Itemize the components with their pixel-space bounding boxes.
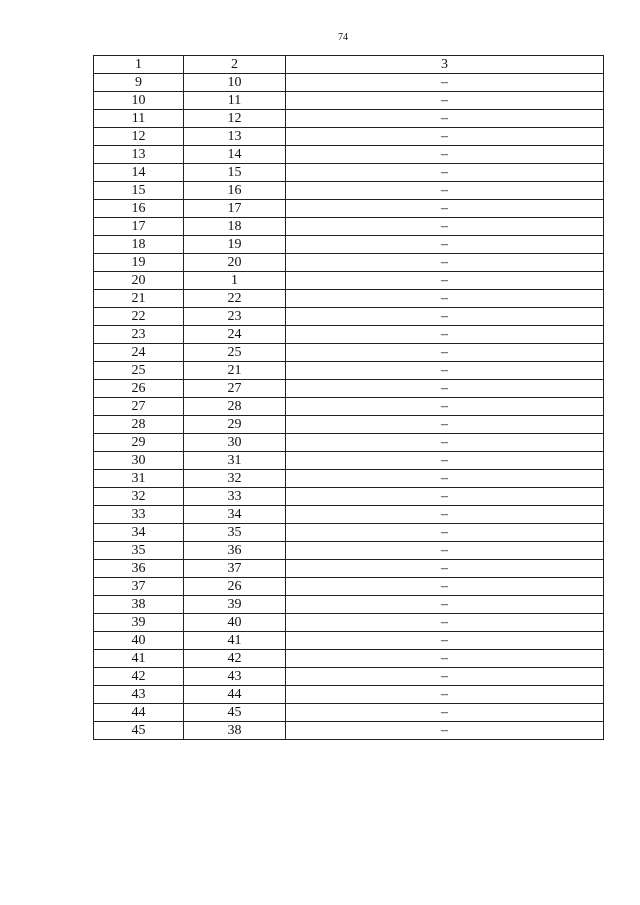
table-cell-col-1: 29	[94, 434, 184, 452]
data-table	[93, 55, 604, 740]
header-row	[94, 56, 604, 74]
table-row	[94, 398, 604, 416]
table-row	[94, 254, 604, 272]
table-row	[94, 452, 604, 470]
table-cell-col-3: –	[286, 434, 604, 452]
table-cell-col-3: –	[286, 470, 604, 488]
table-cell-col-3: –	[286, 92, 604, 110]
table-cell-col-2: 1	[184, 272, 286, 290]
page-number: 74	[338, 32, 348, 43]
table-cell-col-2: 27	[184, 380, 286, 398]
table-cell-col-2: 37	[184, 560, 286, 578]
table-row	[94, 632, 604, 650]
table-cell-col-3: –	[286, 272, 604, 290]
table-cell-col-3: –	[286, 398, 604, 416]
table-cell-col-3: –	[286, 344, 604, 362]
table-row	[94, 110, 604, 128]
table-cell-col-2: 33	[184, 488, 286, 506]
table-row	[94, 92, 604, 110]
column-header-3: 3	[286, 56, 604, 74]
table-cell-col-3: –	[286, 686, 604, 704]
table-cell-col-2: 19	[184, 236, 286, 254]
table-cell-col-2: 20	[184, 254, 286, 272]
table-cell-col-1: 14	[94, 164, 184, 182]
table-row	[94, 200, 604, 218]
table-cell-col-2: 41	[184, 632, 286, 650]
table-row	[94, 470, 604, 488]
table-row	[94, 686, 604, 704]
table-cell-col-1: 25	[94, 362, 184, 380]
table-row	[94, 560, 604, 578]
table-cell-col-3: –	[286, 362, 604, 380]
table-cell-col-3: –	[286, 110, 604, 128]
table-cell-col-1: 23	[94, 326, 184, 344]
table-cell-col-2: 35	[184, 524, 286, 542]
table-row	[94, 128, 604, 146]
table-cell-col-3: –	[286, 236, 604, 254]
table-cell-col-2: 39	[184, 596, 286, 614]
table-cell-col-3: –	[286, 668, 604, 686]
table-cell-col-2: 18	[184, 218, 286, 236]
table-cell-col-2: 12	[184, 110, 286, 128]
table-cell-col-2: 17	[184, 200, 286, 218]
table-cell-col-3: –	[286, 128, 604, 146]
table-row	[94, 236, 604, 254]
table-cell-col-1: 27	[94, 398, 184, 416]
table-cell-col-2: 31	[184, 452, 286, 470]
table-cell-col-1: 9	[94, 74, 184, 92]
table-row	[94, 146, 604, 164]
table-cell-col-1: 41	[94, 650, 184, 668]
table-cell-col-1: 28	[94, 416, 184, 434]
table-cell-col-1: 13	[94, 146, 184, 164]
table-cell-col-2: 23	[184, 308, 286, 326]
table-cell-col-3: –	[286, 164, 604, 182]
table-cell-col-1: 31	[94, 470, 184, 488]
table-cell-col-1: 35	[94, 542, 184, 560]
table-row	[94, 488, 604, 506]
table-row	[94, 218, 604, 236]
table-cell-col-2: 34	[184, 506, 286, 524]
table-cell-col-1: 36	[94, 560, 184, 578]
table-cell-col-2: 13	[184, 128, 286, 146]
table-cell-col-1: 20	[94, 272, 184, 290]
table-cell-col-2: 42	[184, 650, 286, 668]
table-cell-col-1: 22	[94, 308, 184, 326]
table-row	[94, 290, 604, 308]
table-cell-col-2: 10	[184, 74, 286, 92]
table-cell-col-1: 45	[94, 722, 184, 740]
table-cell-col-1: 10	[94, 92, 184, 110]
table-cell-col-2: 38	[184, 722, 286, 740]
table-row	[94, 416, 604, 434]
table-cell-col-1: 30	[94, 452, 184, 470]
table-row	[94, 74, 604, 92]
table-cell-col-2: 30	[184, 434, 286, 452]
table-row	[94, 434, 604, 452]
table-cell-col-3: –	[286, 326, 604, 344]
table-cell-col-1: 17	[94, 218, 184, 236]
table-cell-col-2: 16	[184, 182, 286, 200]
table-cell-col-1: 19	[94, 254, 184, 272]
table-row	[94, 326, 604, 344]
table-cell-col-1: 39	[94, 614, 184, 632]
table-cell-col-1: 42	[94, 668, 184, 686]
table-cell-col-1: 37	[94, 578, 184, 596]
table-cell-col-2: 29	[184, 416, 286, 434]
table-cell-col-3: –	[286, 74, 604, 92]
table-cell-col-3: –	[286, 506, 604, 524]
table-body	[94, 74, 604, 740]
table-cell-col-2: 44	[184, 686, 286, 704]
table-cell-col-3: –	[286, 578, 604, 596]
table-cell-col-3: –	[286, 290, 604, 308]
table-cell-col-3: –	[286, 488, 604, 506]
table-cell-col-3: –	[286, 722, 604, 740]
table-cell-col-3: –	[286, 218, 604, 236]
table-row	[94, 542, 604, 560]
table-cell-col-3: –	[286, 614, 604, 632]
table-cell-col-2: 36	[184, 542, 286, 560]
table-cell-col-1: 24	[94, 344, 184, 362]
table-cell-col-2: 43	[184, 668, 286, 686]
table-cell-col-1: 15	[94, 182, 184, 200]
table-row	[94, 362, 604, 380]
table-cell-col-3: –	[286, 182, 604, 200]
table-row	[94, 506, 604, 524]
table-row	[94, 272, 604, 290]
table-cell-col-2: 15	[184, 164, 286, 182]
table-cell-col-1: 33	[94, 506, 184, 524]
table-cell-col-1: 18	[94, 236, 184, 254]
table-cell-col-1: 44	[94, 704, 184, 722]
table-cell-col-3: –	[286, 308, 604, 326]
table-cell-col-2: 40	[184, 614, 286, 632]
table-cell-col-3: –	[286, 632, 604, 650]
table-cell-col-3: –	[286, 596, 604, 614]
table-cell-col-1: 43	[94, 686, 184, 704]
table-cell-col-1: 34	[94, 524, 184, 542]
table-cell-col-1: 26	[94, 380, 184, 398]
table-cell-col-3: –	[286, 704, 604, 722]
table-row	[94, 704, 604, 722]
table-cell-col-2: 14	[184, 146, 286, 164]
table-cell-col-1: 12	[94, 128, 184, 146]
table-row	[94, 164, 604, 182]
table-row	[94, 578, 604, 596]
table-row	[94, 650, 604, 668]
table-cell-col-2: 22	[184, 290, 286, 308]
table-cell-col-3: –	[286, 524, 604, 542]
table-row	[94, 524, 604, 542]
table-row	[94, 668, 604, 686]
table-cell-col-2: 11	[184, 92, 286, 110]
table-row	[94, 344, 604, 362]
table-cell-col-1: 40	[94, 632, 184, 650]
table-cell-col-3: –	[286, 560, 604, 578]
table-row	[94, 308, 604, 326]
table-cell-col-2: 32	[184, 470, 286, 488]
table-row	[94, 722, 604, 740]
table-cell-col-1: 32	[94, 488, 184, 506]
column-header-2: 2	[184, 56, 286, 74]
table-cell-col-3: –	[286, 542, 604, 560]
table-cell-col-3: –	[286, 416, 604, 434]
table-cell-col-3: –	[286, 200, 604, 218]
table-cell-col-2: 25	[184, 344, 286, 362]
table-cell-col-3: –	[286, 254, 604, 272]
table-row	[94, 596, 604, 614]
table-row	[94, 614, 604, 632]
table-cell-col-1: 11	[94, 110, 184, 128]
table-cell-col-3: –	[286, 650, 604, 668]
table-cell-col-2: 21	[184, 362, 286, 380]
table-cell-col-2: 26	[184, 578, 286, 596]
table-cell-col-3: –	[286, 146, 604, 164]
table-cell-col-3: –	[286, 380, 604, 398]
table-row	[94, 380, 604, 398]
table-cell-col-2: 28	[184, 398, 286, 416]
table-row	[94, 182, 604, 200]
table-cell-col-3: –	[286, 452, 604, 470]
table-cell-col-2: 24	[184, 326, 286, 344]
table-cell-col-1: 38	[94, 596, 184, 614]
table-cell-col-1: 16	[94, 200, 184, 218]
table-cell-col-2: 45	[184, 704, 286, 722]
column-header-1: 1	[94, 56, 184, 74]
table-cell-col-1: 21	[94, 290, 184, 308]
